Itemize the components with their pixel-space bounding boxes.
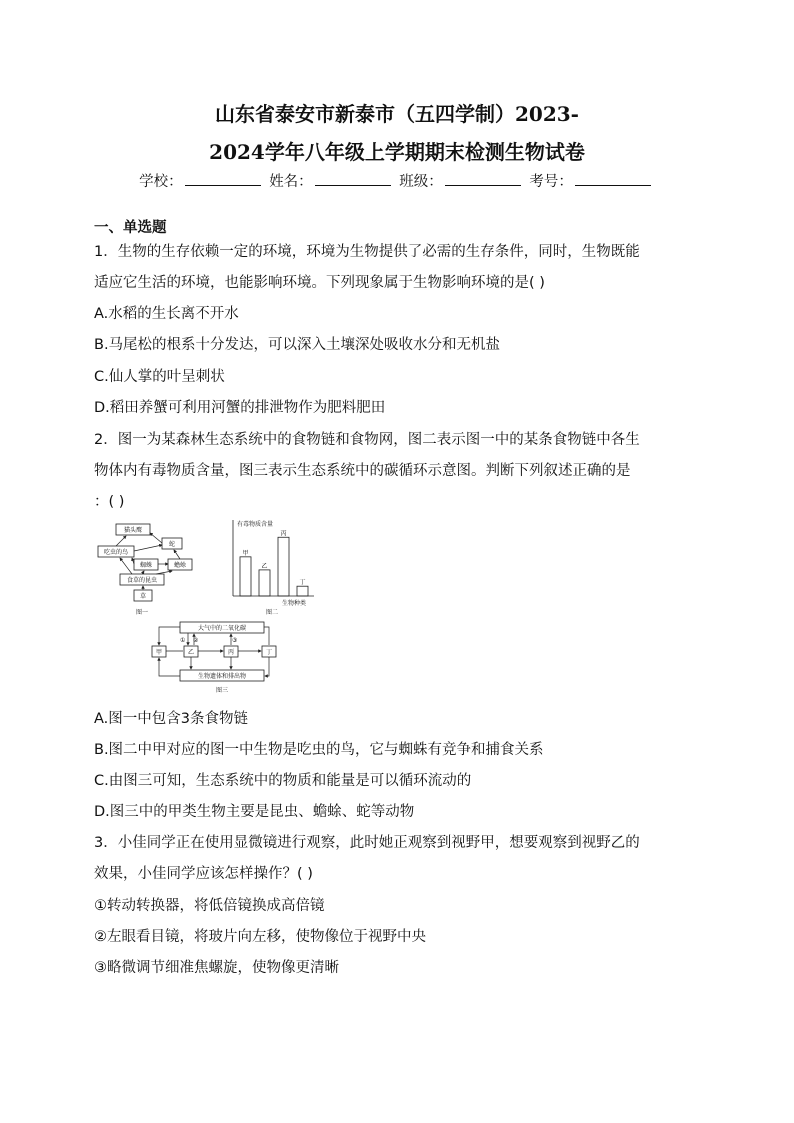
q3-step-2: ②左眼看目镜，将玻片向左移，使物像位于视野中央 (94, 929, 426, 945)
node-grass-insect: 食草的昆虫 (126, 577, 158, 584)
node-ding: 丁 (265, 649, 273, 656)
q2-option-a[interactable]: A.图一中包含3条食物链 (94, 711, 248, 727)
q1-option-a[interactable]: A.水稻的生长离不开水 (94, 306, 239, 322)
bar-label-3: 丁 (299, 579, 306, 587)
bar-3 (297, 586, 308, 596)
bar-1 (259, 570, 270, 596)
name-label: 姓名： (269, 174, 313, 190)
figure-3-caption: 图三 (215, 687, 229, 694)
q1-stem-1: 1．生物的生存依赖一定的环境，环境为生物提供了必需的生存条件，同时，生物既能 (94, 244, 640, 260)
node-bing: 丙 (227, 649, 235, 656)
node-remains: 生物遗体和排出物 (197, 673, 247, 680)
title-line-2: 2024学年八年级上学期期末检测生物试卷 (209, 140, 585, 164)
q3-step-1: ①转动转换器，将低倍镜换成高倍镜 (94, 898, 325, 914)
node-jia: 甲 (155, 649, 163, 656)
name-blank[interactable] (315, 173, 391, 186)
arrow-label-1: ① (180, 637, 186, 644)
q2-stem-3: ：( ) (94, 494, 125, 510)
exam-no-blank[interactable] (575, 173, 651, 186)
node-toad: 蟾蜍 (173, 562, 187, 569)
q2-option-c[interactable]: C.由图三可知，生态系统中的物质和能量是可以循环流动的 (94, 773, 472, 789)
q1-stem-2: 适应它生活的环境，也能影响环境。下列现象属于生物影响环境的是( ) (94, 275, 545, 291)
node-grass: 草 (139, 593, 147, 600)
q3-step-3: ③略微调节细准焦螺旋，使物像更清晰 (94, 960, 339, 976)
figure-1-food-web (98, 524, 192, 616)
arrow-label-2: ② (193, 637, 199, 644)
q2-option-b[interactable]: B.图二中甲对应的图一中生物是吃虫的鸟，它与蜘蛛有竞争和捕食关系 (94, 742, 544, 758)
bar-label-0: 甲 (242, 549, 249, 557)
class-label: 班级： (399, 174, 443, 190)
figure-2-chart (233, 520, 314, 616)
node-atmosphere-co2: 大气中的二氧化碳 (197, 625, 247, 632)
q2-option-d[interactable]: D.图三中的甲类生物主要是昆虫、蟾蜍、蛇等动物 (94, 804, 415, 820)
title-line-1: 山东省泰安市新泰市（五四学制）2023- (215, 102, 579, 126)
school-blank[interactable] (185, 173, 261, 186)
bar-2 (278, 537, 289, 596)
q2-figures (96, 516, 346, 696)
exam-no-label: 考号： (529, 174, 573, 190)
figure-2-ylabel: 有毒物质含量 (237, 521, 274, 528)
bar-0 (240, 557, 251, 596)
q1-option-d[interactable]: D.稻田养蟹可利用河蟹的排泄物作为肥料肥田 (94, 400, 386, 416)
arrow-label-3: ③ (232, 637, 238, 644)
bar-label-1: 乙 (261, 562, 268, 570)
figure-2-caption: 图二 (265, 609, 279, 616)
figure-3-carbon-cycle (152, 622, 276, 694)
q3-stem-2: 效果，小佳同学应该怎样操作？( ) (94, 866, 313, 882)
figure-2-xlabel: 生物种类 (281, 600, 307, 607)
node-insect-bird: 吃虫的鸟 (103, 549, 129, 556)
q1-option-c[interactable]: C.仙人掌的叶呈刺状 (94, 369, 225, 385)
q2-stem-2: 物体内有毒物质含量，图三表示生态系统中的碳循环示意图。判断下列叙述正确的是 (94, 463, 631, 479)
q3-stem-1: 3．小佳同学正在使用显微镜进行观察，此时她正观察到视野甲，想要观察到视野乙的 (94, 835, 640, 851)
node-yi: 乙 (187, 649, 195, 656)
node-snake: 蛇 (168, 541, 176, 548)
school-label: 学校： (139, 174, 183, 190)
bar-label-2: 丙 (280, 530, 287, 538)
figure-1-caption: 图一 (135, 609, 149, 616)
student-info (0, 170, 794, 191)
node-spider: 蜘蛛 (139, 562, 153, 569)
section-heading: 一、单选题 (94, 220, 167, 236)
class-blank[interactable] (445, 173, 521, 186)
q1-option-b[interactable]: B.马尾松的根系十分发达，可以深入土壤深处吸收水分和无机盐 (94, 337, 501, 353)
q2-stem-1: 2．图一为某森林生态系统中的食物链和食物网，图二表示图一中的某条食物链中各生 (94, 432, 640, 448)
node-owl: 猫头鹰 (123, 527, 143, 534)
